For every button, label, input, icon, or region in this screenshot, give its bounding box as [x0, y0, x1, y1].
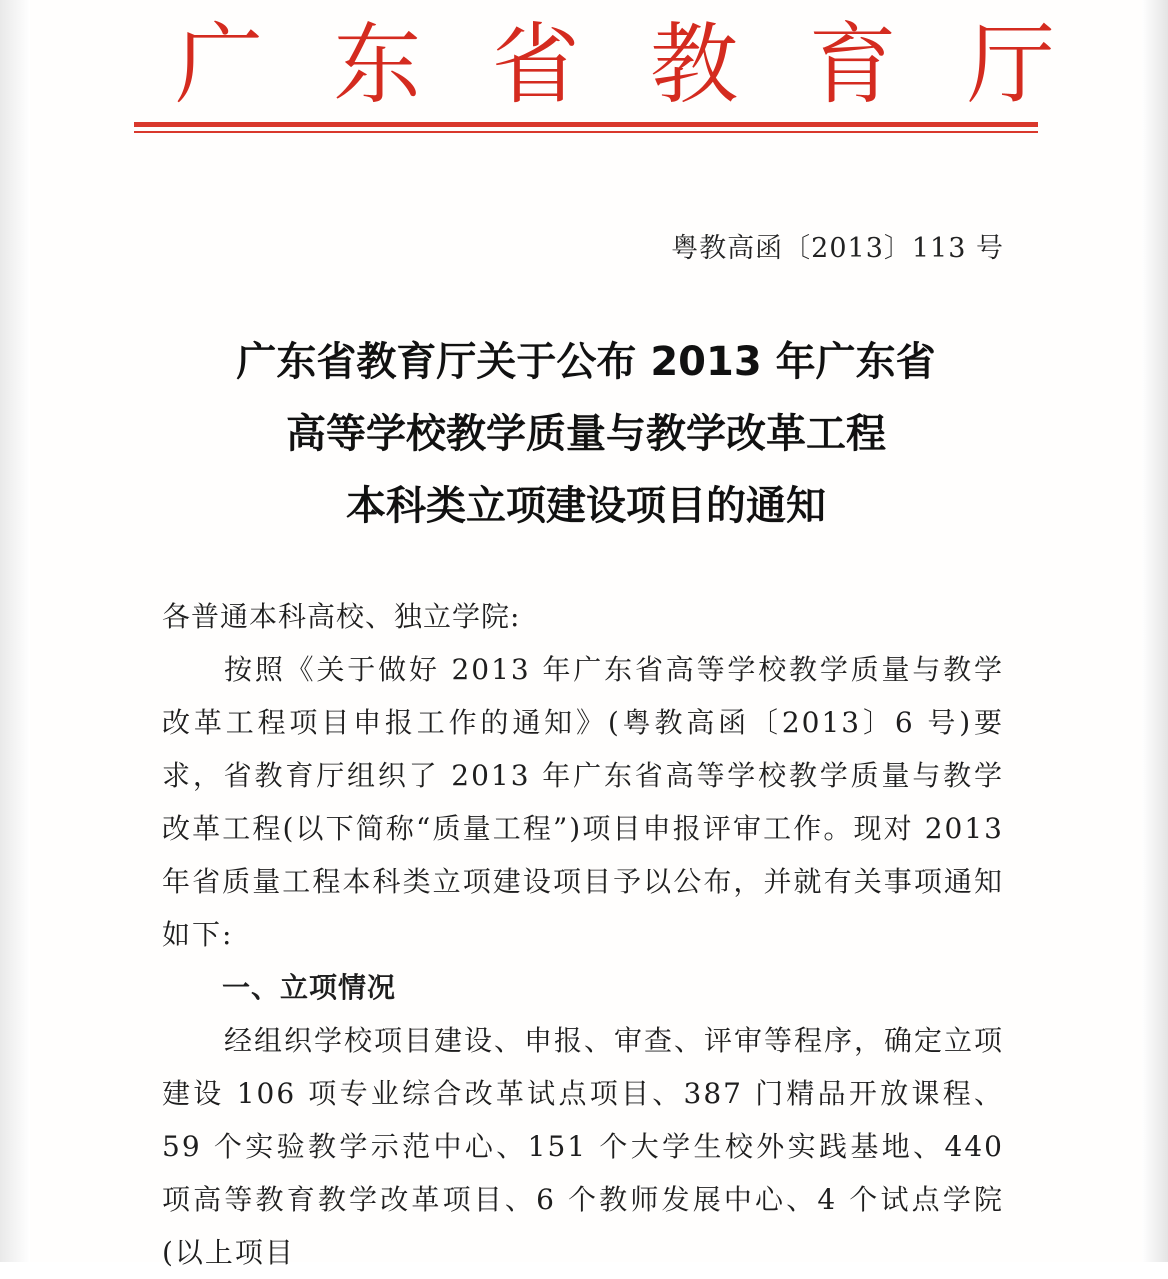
masthead-char: 东 [333, 13, 422, 116]
masthead [175, 10, 1055, 120]
document-body [162, 590, 1004, 1279]
masthead-rule-thick [134, 122, 1038, 127]
document-page [30, 0, 1142, 1269]
masthead-char: 教 [650, 13, 739, 116]
section-paragraph: 经组织学校项目建设、申报、审查、评审等程序，确定立项建设 106 项专业综合改革试点项目、387 门精品开放课程、59 个实验教学示范中心、151 个大学生校外实践基地、440 项高等教育教学改革项目、6 个教师发展中心、4 个试点学院(以上项目 [162, 1024, 1005, 1269]
salutation: 各普通本科高校、独立学院: [162, 600, 521, 633]
masthead-char: 广 [175, 13, 264, 116]
masthead-rule-thin [134, 131, 1038, 133]
title-line-1: 广东省教育厅关于公布 2013 年广东省 [236, 339, 936, 385]
document-title [150, 326, 1022, 542]
masthead-char: 厅 [966, 13, 1055, 116]
page-edge-shadow-right [1142, 0, 1168, 1262]
intro-paragraph: 按照《关于做好 2013 年广东省高等学校教学质量与教学改革工程项目申报工作的通知》(粤教高函〔2013〕6 号)要求，省教育厅组织了 2013 年广东省高等学校教学质量与教学改革工程(以下简称“质量工程”)项目申报评审工作。现对 2013 年省质量工程本科类立项建设项目予以公布，并就有关事项通知如下: [162, 653, 1004, 951]
page-edge-shadow-left [0, 0, 30, 1262]
section-heading: 一、立项情况 [222, 971, 397, 1004]
document-number: 粤教高函〔2013〕113 号 [671, 233, 1004, 264]
title-line-3: 本科类立项建设项目的通知 [346, 483, 826, 529]
masthead-char: 育 [808, 13, 897, 116]
title-line-2: 高等学校教学质量与教学改革工程 [286, 411, 886, 457]
masthead-char: 省 [491, 13, 580, 116]
